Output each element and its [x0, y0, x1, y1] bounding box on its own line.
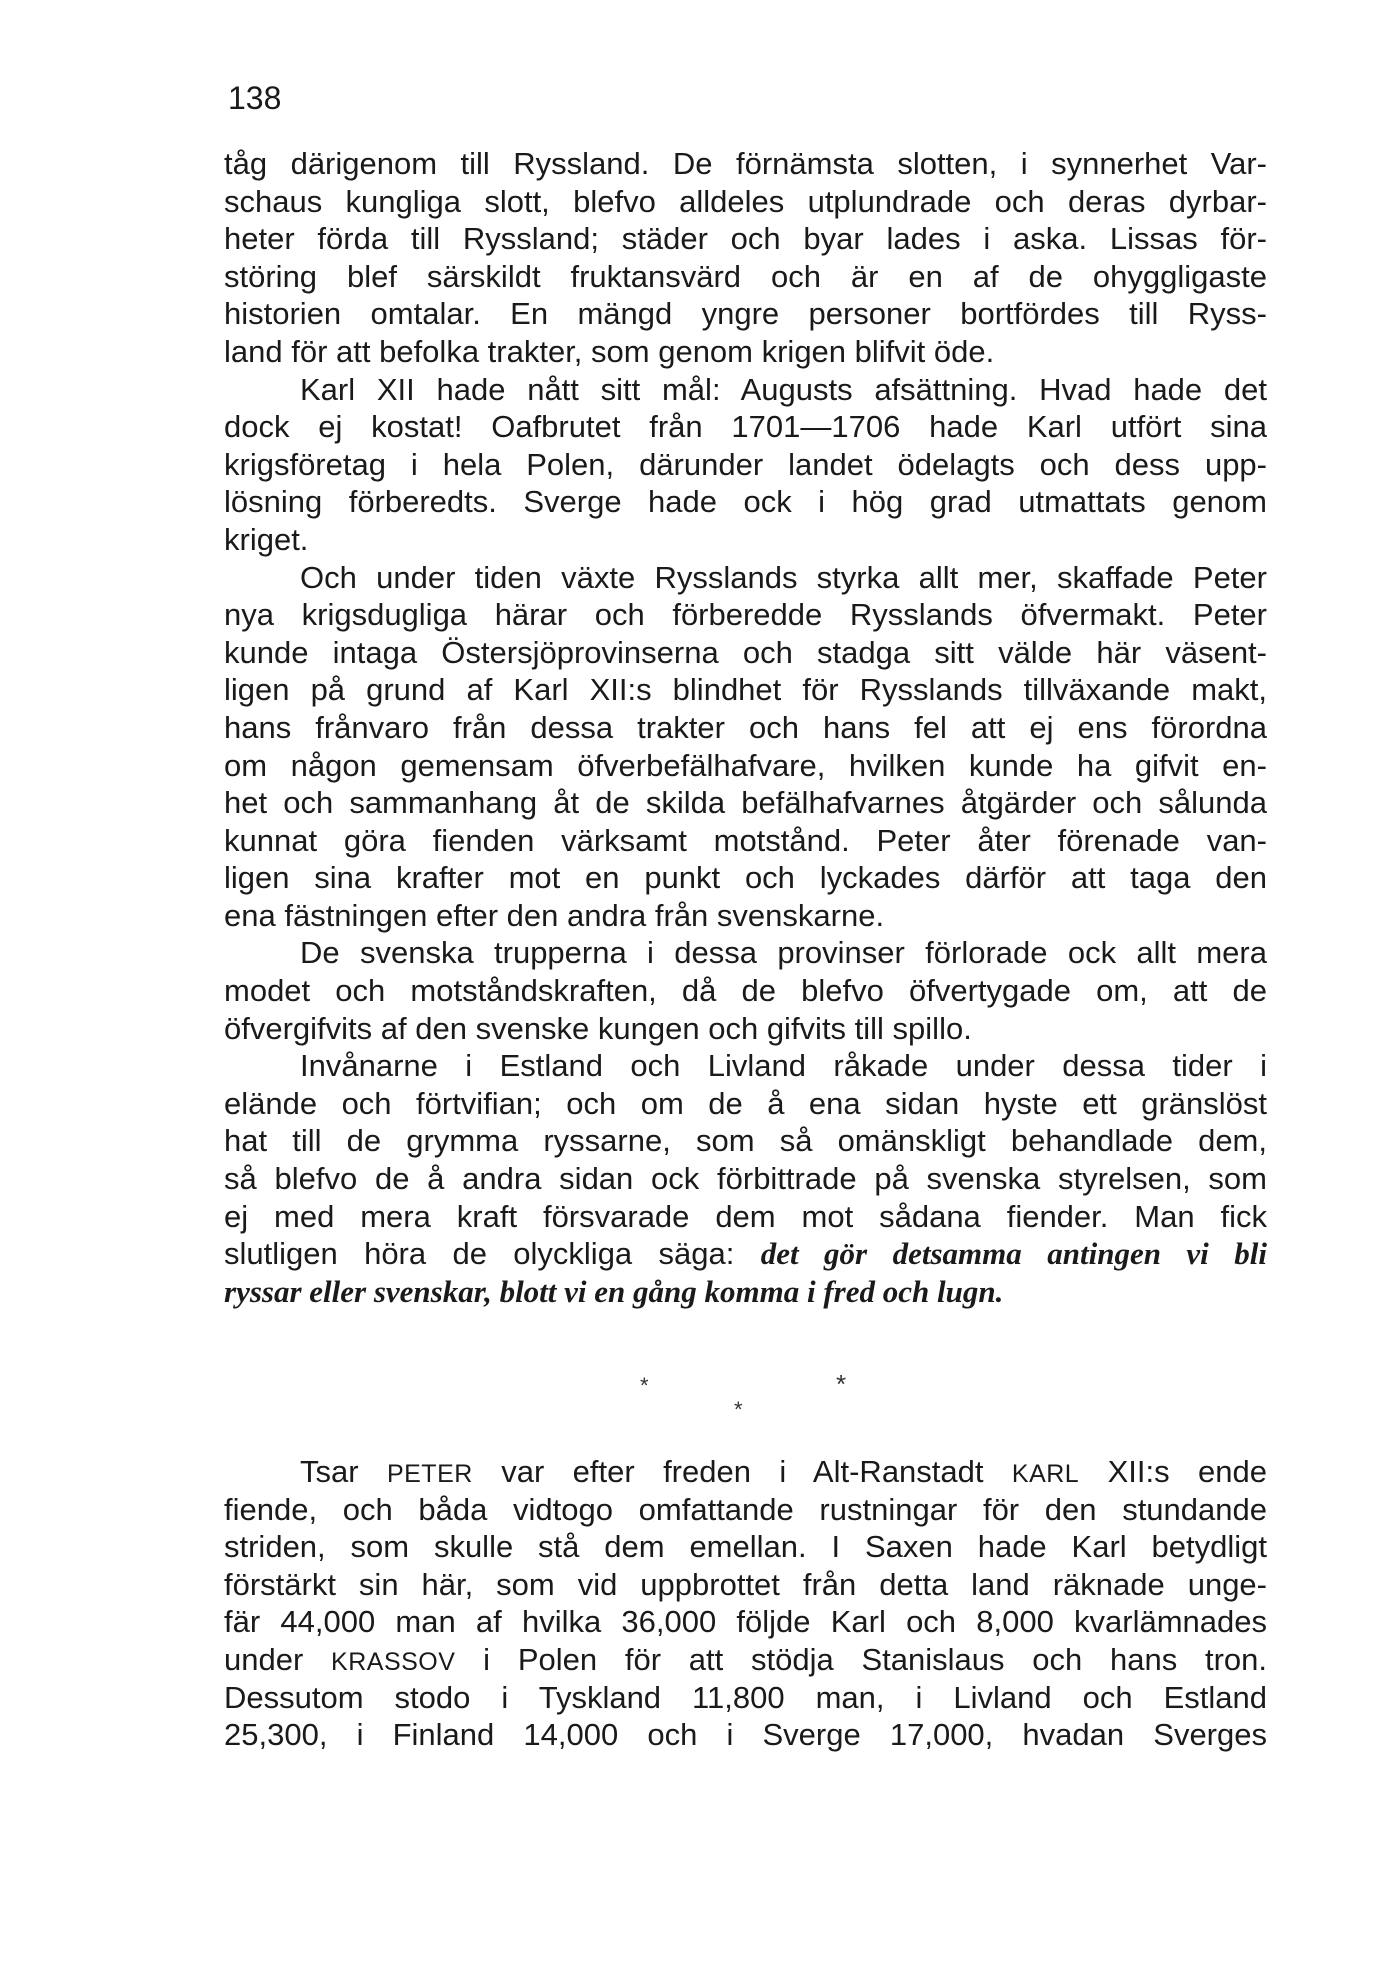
text-line: elände och förtvifian; och om de å ena sidan hyste ett gränslöst: [224, 1085, 1267, 1121]
section-1-lines: [224, 145, 1267, 1235]
text-line-italic: det gör detsamma antingen vi bli: [760, 1236, 1267, 1272]
text-line: heter förda till Ryssland; städer och byar lades i aska. Lissas för-: [224, 221, 1267, 257]
text-line: om någon gemensam öfverbefälhafvare, hvilken kunde ha gifvit en-: [224, 747, 1267, 783]
text-line: öfvergifvits af den svenske kungen och gifvits till spillo.: [224, 1010, 972, 1046]
text-line: så blefvo de å andra sidan ock förbittrade på svenska styrelsen, som: [224, 1161, 1267, 1197]
page-number: 138: [228, 80, 282, 116]
asterism-star: *: [836, 1369, 847, 1399]
text-line: modet och motståndskraften, då de blefvo öfvertygade om, att de: [224, 973, 1267, 1009]
text-line: ej med mera kraft försvarade dem mot sådana fiender. Man fick: [224, 1198, 1267, 1234]
small-caps-name: KARL: [1011, 1460, 1080, 1488]
text-line: lösning förberedts. Sverge hade ock i hög grad utmattats genom: [224, 484, 1267, 520]
text-line: tåg därigenom till Ryssland. De förnämsta slotten, i synnerhet Var-: [224, 146, 1267, 181]
text-line: De svenska trupperna i dessa provinser förlorade ock allt mera: [300, 935, 1267, 971]
section-2-lines: [224, 1491, 1267, 1641]
text-line: Invånarne i Estland och Livland råkade under dessa tider i: [300, 1048, 1267, 1084]
text-line: Och under tiden växte Rysslands styrka allt mer, skaffade Peter: [300, 559, 1267, 595]
text-span: Tsar: [300, 1454, 387, 1489]
text-line: 25,300, i Finland 14,000 och i Sverge 17,000, hvadan Sverges: [224, 1717, 1267, 1753]
small-caps-name: PETER: [386, 1460, 473, 1488]
text-line: Karl XII hade nått sitt mål: Augusts afsättning. Hvad hade det: [300, 371, 1267, 407]
text-line-krassov: [224, 1641, 1267, 1679]
text-line: historien omtalar. En mängd yngre personer bortfördes till Ryss-: [224, 296, 1267, 332]
text-line: störing blef särskildt fruktansvärd och är en af de ohyggligaste: [224, 258, 1267, 294]
asterism-separator: [600, 1355, 880, 1425]
text-line: kunnat göra fienden värksamt motstånd. Peter åter förenade van-: [224, 822, 1267, 858]
text-line-mixed-2: [224, 1273, 1267, 1311]
asterism-star: *: [640, 1373, 649, 1398]
text-line: Dessutom stodo i Tyskland 11,800 man, i Livland och Estland: [224, 1679, 1267, 1715]
text-span: under: [224, 1641, 332, 1677]
text-line: het och sammanhang åt de skilda befälhafvarnes åtgärder och sålunda: [224, 785, 1267, 821]
text-line: schaus kungliga slott, blefvo alldeles utplundrade och deras dyrbar-: [224, 183, 1267, 219]
text-line: dock ej kostat! Oafbrutet från 1701—1706 hade Karl utfört sina: [224, 409, 1267, 445]
text-span: XII:s ende: [1079, 1454, 1267, 1489]
text-line: ligen sina krafter mot en punkt och lyckades därför att taga den: [224, 860, 1267, 896]
text-line: fiende, och båda vidtogo omfattande rustningar för den stundande: [224, 1491, 1267, 1527]
text-line: krigsföretag i hela Polen, därunder landet ödelagts och dess upp-: [224, 446, 1267, 482]
section-2-text: [224, 1453, 1267, 1754]
text-line: striden, som skulle stå dem emellan. I Saxen hade Karl betydligt: [224, 1529, 1267, 1565]
text-line: ligen på grund af Karl XII:s blindhet för Rysslands tillväxande makt,: [224, 672, 1267, 708]
text-line: nya krigsdugliga härar och förberedde Rysslands öfvermakt. Peter: [224, 597, 1267, 633]
text-span: i Polen för att stödja Stanislaus och hans tron.: [455, 1641, 1267, 1677]
asterism-star: *: [734, 1397, 743, 1422]
text-line: kriget.: [224, 521, 309, 557]
text-line-italic: ryssar eller svenskar, blott vi en gång komma i fred och lugn.: [224, 1273, 1004, 1309]
text-line: kunde intaga Östersjöprovinserna och stadga sitt välde här väsent-: [224, 634, 1267, 670]
text-line: hans frånvaro från dessa trakter och hans fel att ej ens förordna: [224, 709, 1267, 745]
text-line: fär 44,000 man af hvilka 36,000 följde Karl och 8,000 kvarlämnades: [224, 1604, 1267, 1640]
text-line-first: [224, 1453, 1267, 1491]
text-line: förstärkt sin här, som vid uppbrottet från detta land räknade unge-: [224, 1566, 1267, 1602]
text-span: var efter freden i Alt-Ranstadt: [472, 1454, 1012, 1489]
text-line: land för att befolka trakter, som genom krigen blifvit öde.: [224, 333, 995, 369]
text-line-plain: slutligen höra de olyckliga säga:: [224, 1236, 761, 1272]
small-caps-name: KRASSOV: [331, 1647, 456, 1676]
text-line: ena fästningen efter den andra från svenskarne.: [224, 897, 885, 933]
section-1-text: [224, 145, 1267, 1310]
text-line: hat till de grymma ryssarne, som så omänskligt behandlade dem,: [224, 1123, 1267, 1159]
text-line-mixed-1: [224, 1235, 1267, 1273]
section-2-lines-after: [224, 1679, 1267, 1754]
